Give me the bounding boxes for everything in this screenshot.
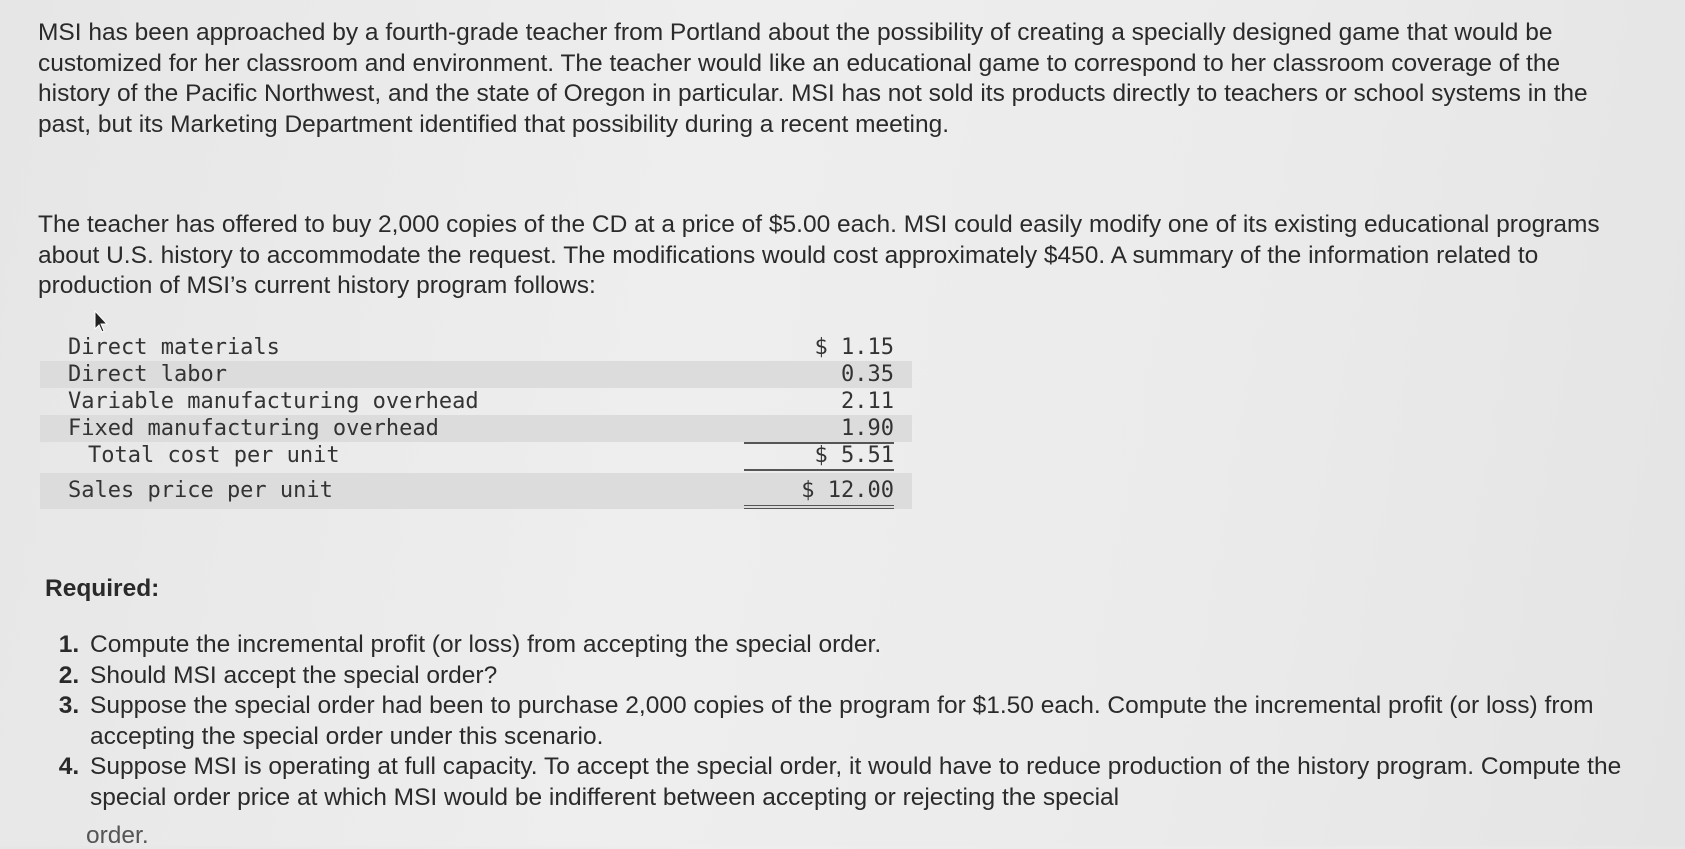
- row-value: $ 5.51: [744, 442, 894, 471]
- row-label: Direct labor: [68, 362, 227, 387]
- table-row: [40, 415, 912, 442]
- cutoff-text: order.: [86, 822, 149, 849]
- row-label: Total cost per unit: [88, 443, 340, 468]
- table-row-total: [40, 442, 912, 469]
- row-label: Direct materials: [68, 335, 280, 360]
- row-value: 2.11: [841, 389, 894, 414]
- row-value: $ 1.15: [814, 335, 894, 360]
- cost-summary-table: [40, 334, 912, 509]
- row-value: $ 12.00: [744, 473, 894, 509]
- row-label: Variable manufacturing overhead: [68, 389, 479, 414]
- row-value: 1.90: [744, 415, 894, 444]
- table-row: [40, 388, 912, 415]
- table-row-sales-price: [40, 473, 912, 509]
- required-heading: Required:: [45, 575, 160, 602]
- row-value: 0.35: [841, 362, 894, 387]
- list-item: 4. Suppose MSI is operating at full capacity. To accept the special order, it would have to reduce production of the history program. Compute the special order price at which MSI would be indifferent between accepting or rejecting the special: [86, 752, 1626, 813]
- table-row: [40, 334, 912, 361]
- list-item: 2. Should MSI accept the special order?: [86, 661, 1626, 692]
- table-row: [40, 361, 912, 388]
- list-item: 3. Suppose the special order had been to purchase 2,000 copies of the program for $1.50 each. Compute the incremental profit (or loss) from accepting the special order under this scenario.: [86, 691, 1626, 752]
- required-list: [40, 630, 1626, 813]
- intro-paragraph: MSI has been approached by a fourth-grade teacher from Portland about the possibility of creating a specially designed game that would be customized for her classroom and environment. The teacher would like an educational game to correspond to her classroom coverage of the history of the Pacific Northwest, and the state of Oregon in particular. MSI has not sold its products directly to teachers or school systems in the past, but its Marketing Department identified that possibility during a recent meeting.: [38, 19, 1588, 138]
- list-item: 1. Compute the incremental profit (or loss) from accepting the special order.: [86, 630, 1626, 661]
- row-label: Sales price per unit: [68, 478, 333, 503]
- row-label: Fixed manufacturing overhead: [68, 416, 439, 441]
- offer-paragraph: The teacher has offered to buy 2,000 copies of the CD at a price of $5.00 each. MSI could easily modify one of its existing educational programs about U.S. history to accommodate the request. The modifications would cost approximately $450. A summary of the information related to production of MSI’s current history program follows:: [38, 211, 1600, 299]
